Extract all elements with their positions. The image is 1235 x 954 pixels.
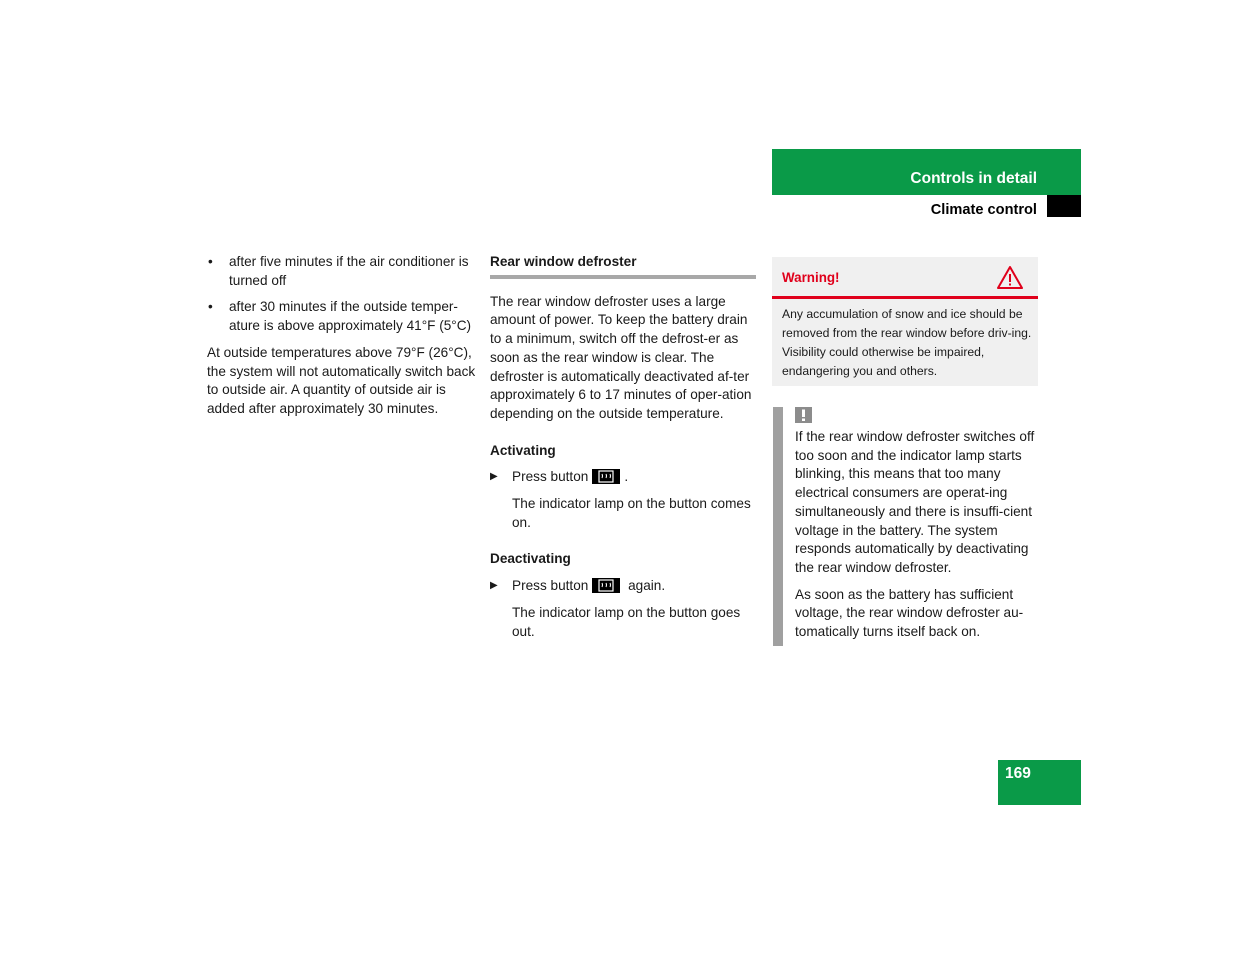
deactivating-step	[490, 577, 756, 596]
note-exclamation-icon	[795, 407, 812, 429]
intro-paragraph: The rear window defroster uses a large amount of power. To keep the battery drain to a minimum, switch off the defrost-er as soon as the rear window is clear. The defroster is automatically deactivated af-ter approximately 6 to 17 minutes of oper-ation depending on the outside temperature.	[490, 293, 752, 421]
column-middle	[490, 253, 756, 641]
list-item-text: after five minutes if the air conditioner is turned off	[229, 254, 469, 288]
step-arrow-icon: ▶	[490, 580, 498, 592]
subsection-title: Climate control	[930, 202, 1037, 218]
bullet-icon: •	[208, 254, 213, 269]
step-text: Press button	[512, 469, 589, 485]
list-item	[207, 298, 477, 335]
list-item	[207, 253, 477, 290]
bullet-icon: •	[208, 299, 213, 315]
section-title: Controls in detail	[910, 170, 1037, 187]
section-heading: Rear window defroster	[490, 253, 756, 279]
header-tab-marker	[1047, 195, 1081, 217]
deactivating-result: The indicator lamp on the button goes out.	[512, 604, 741, 639]
rear-defroster-button-icon	[592, 578, 620, 593]
step-suffix: .	[624, 469, 629, 485]
step-arrow-icon: ▶	[490, 471, 498, 483]
body-paragraph: At outside temperatures above 79°F (26°C), the system will not automatically switch back to outside air. A quantity of outside air is added after approximately 30 minutes.	[207, 344, 476, 416]
step-text: Press button	[512, 578, 589, 594]
list-item-text: after 30 minutes if the outside temper-ature is above approximately 41°F (5°C)	[229, 299, 472, 334]
deactivating-heading: Deactivating	[490, 551, 571, 567]
note-paragraph: If the rear window defroster switches off too soon and the indicator lamp starts blinking, this means that too many electrical consumers are operat-ing simultaneously and there is insuffi-cient voltage in the battery. The system responds automatically by deactivating the rear window defroster.	[795, 429, 1035, 575]
column-left	[207, 253, 477, 419]
note-side-bar	[773, 407, 783, 646]
activating-result: The indicator lamp on the button comes on.	[512, 496, 751, 530]
warning-triangle-icon	[996, 265, 1024, 296]
page-number: 169	[1005, 765, 1031, 782]
warning-label: Warning!	[782, 270, 840, 285]
activating-step	[490, 468, 756, 487]
rear-defroster-button-icon	[592, 469, 620, 484]
note-paragraph: As soon as the battery has sufficient voltage, the rear window defroster au-tomatically turns itself back on.	[795, 586, 1024, 640]
warning-header	[772, 257, 1038, 299]
step-suffix: again.	[624, 578, 666, 594]
warning-text: Any accumulation of snow and ice should be removed from the rear window before driv-ing. Visibility could otherwise be impaired, endangering you and others.	[782, 307, 1032, 378]
activating-heading: Activating	[490, 442, 556, 458]
warning-box	[772, 257, 1038, 386]
note-text	[795, 428, 1041, 650]
